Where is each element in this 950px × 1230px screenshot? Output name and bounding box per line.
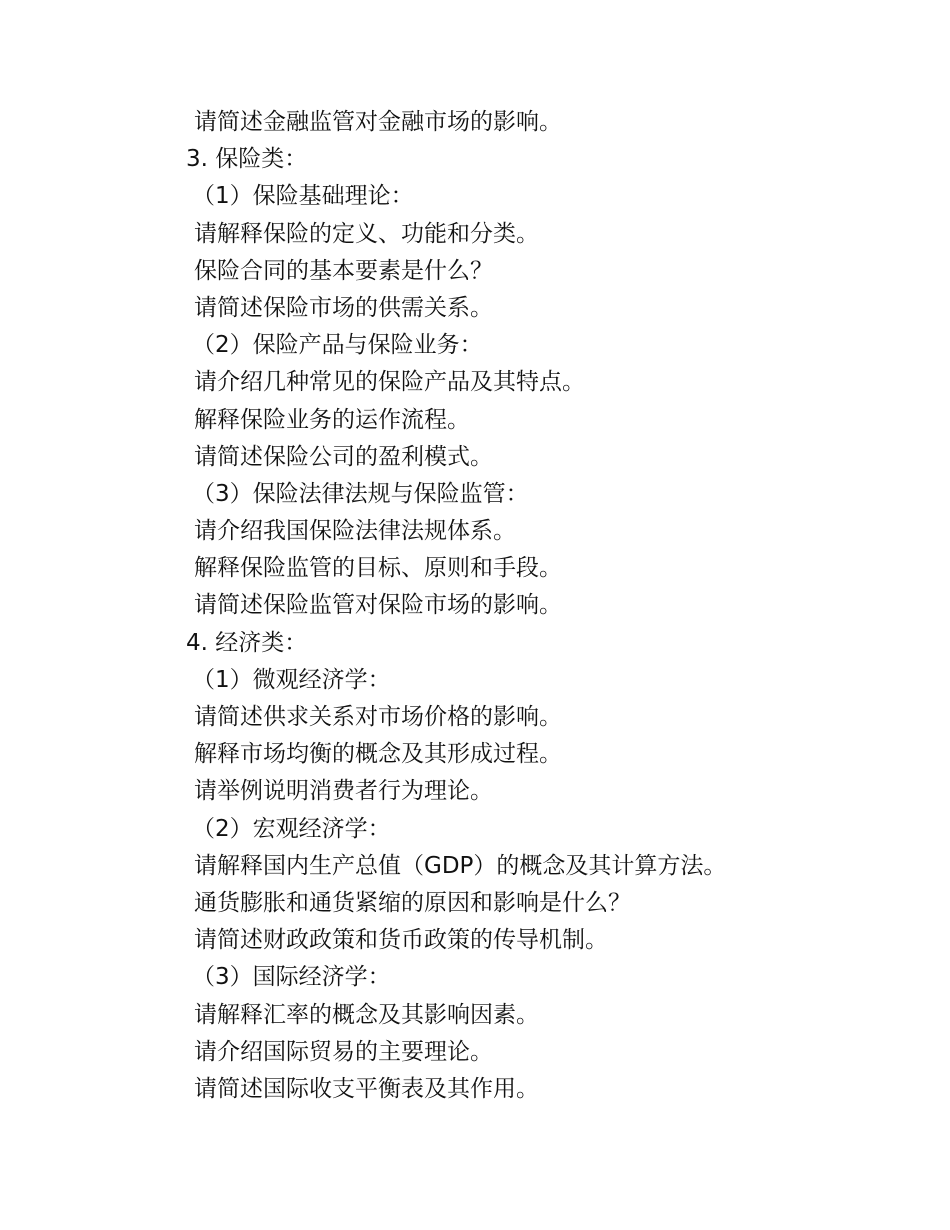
subsection-heading: （1）保险基础理论： bbox=[192, 183, 414, 210]
question-line: 请简述保险市场的供需关系。 bbox=[194, 294, 493, 321]
question-line: 请介绍几种常见的保险产品及其特点。 bbox=[194, 369, 585, 396]
document-page bbox=[0, 104, 950, 1108]
subsection-heading: （3）保险法律法规与保险监管： bbox=[192, 480, 529, 507]
section-heading: 4. 经济类： bbox=[186, 629, 308, 656]
question-line: 请简述保险公司的盈利模式。 bbox=[194, 443, 493, 470]
question-line: 请解释国内生产总值（GDP）的概念及其计算方法。 bbox=[194, 852, 727, 879]
question-line: 请简述金融监管对金融市场的影响。 bbox=[194, 109, 562, 135]
question-line: 请简述供求关系对市场价格的影响。 bbox=[194, 704, 562, 730]
subsection-heading: （2）保险产品与保险业务： bbox=[192, 332, 483, 359]
subsection-heading: （1）微观经济学： bbox=[192, 666, 391, 693]
question-line: 请简述保险监管对保险市场的影响。 bbox=[194, 592, 562, 619]
question-line: 请介绍我国保险法律法规体系。 bbox=[194, 518, 516, 545]
question-line: 请简述国际收支平衡表及其作用。 bbox=[194, 1075, 539, 1102]
question-line: 请举例说明消费者行为理论。 bbox=[194, 778, 493, 805]
question-line: 解释保险业务的运作流程。 bbox=[194, 406, 470, 433]
question-line: 解释保险监管的目标、原则和手段。 bbox=[194, 555, 562, 582]
subsection-heading: （2）宏观经济学： bbox=[192, 815, 391, 842]
question-line: 保险合同的基本要素是什么？ bbox=[194, 257, 493, 284]
question-line: 解释市场均衡的概念及其形成过程。 bbox=[194, 741, 562, 768]
question-line: 请解释保险的定义、功能和分类。 bbox=[194, 220, 539, 247]
question-line: 请简述财政政策和货币政策的传导机制。 bbox=[194, 927, 608, 954]
question-line: 通货膨胀和通货紧缩的原因和影响是什么？ bbox=[194, 889, 631, 916]
section-heading: 3. 保险类： bbox=[186, 146, 308, 173]
question-line: 请解释汇率的概念及其影响因素。 bbox=[194, 1001, 539, 1028]
subsection-heading: （3）国际经济学： bbox=[192, 964, 391, 991]
question-line: 请介绍国际贸易的主要理论。 bbox=[194, 1038, 493, 1065]
